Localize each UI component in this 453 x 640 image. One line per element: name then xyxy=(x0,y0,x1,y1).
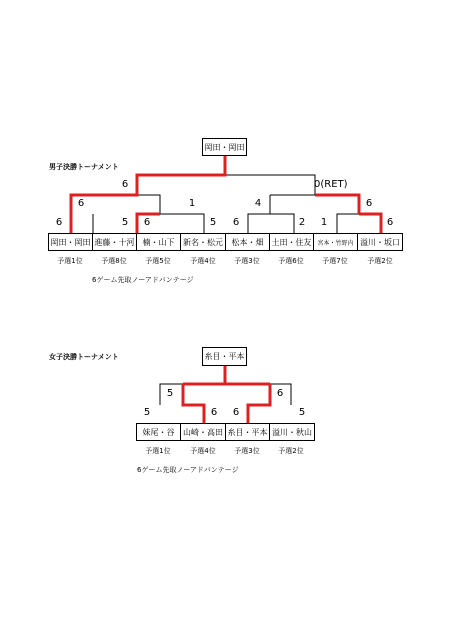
men-player-box-5: 松本・畑 xyxy=(225,233,270,251)
men-player-box-1: 岡田・岡田 xyxy=(48,233,93,251)
men-r2-score-1: 6 xyxy=(77,198,85,209)
men-r1-score-3: 6 xyxy=(143,217,151,228)
women-seed-2: 予選4位 xyxy=(190,447,216,455)
women-seed-1: 予選1位 xyxy=(145,447,171,455)
men-seed-7: 予選7位 xyxy=(322,257,348,265)
men-r2-score-2: 1 xyxy=(188,198,196,209)
men-sf1-right-line xyxy=(93,195,160,214)
women-r1-score-1: 5 xyxy=(143,407,151,418)
women-final-win-line xyxy=(225,366,270,384)
men-qf3-right-line xyxy=(270,214,294,235)
men-seed-1: 予選1位 xyxy=(57,257,83,265)
women-r1-score-4: 5 xyxy=(298,407,306,418)
men-final-right-line xyxy=(225,175,315,195)
men-champion-box: 岡田・岡田 xyxy=(202,138,247,156)
women-player-box-4: 溢川・秋山 xyxy=(269,423,315,441)
men-rule-note: 6ゲーム先取ノーアドバンテージ xyxy=(92,276,194,284)
men-r1-score-8: 6 xyxy=(386,217,394,228)
men-qf3-left-line xyxy=(248,214,270,235)
women-title: 女子決勝トーナメント xyxy=(49,353,119,361)
men-seed-8: 予選2位 xyxy=(367,257,393,265)
men-final-score-left: 6 xyxy=(121,179,129,190)
women-seed-4: 予選2位 xyxy=(278,447,304,455)
women-r1-score-3: 6 xyxy=(232,407,240,418)
women-r1-score-2: 6 xyxy=(210,407,218,418)
men-r1-score-4: 5 xyxy=(209,217,217,228)
women-seed-3: 予選3位 xyxy=(234,447,260,455)
men-r1-score-7: 1 xyxy=(320,217,328,228)
men-player-box-2: 進藤・十河 xyxy=(92,233,137,251)
women-sf2-win-line xyxy=(248,384,270,424)
men-sf2-win-line xyxy=(315,195,359,214)
men-player-box-7: 宮本・竹野内 xyxy=(313,233,358,251)
men-qf2-right-line xyxy=(160,214,204,235)
men-seed-6: 予選6位 xyxy=(278,257,304,265)
women-sf1-win-line xyxy=(183,384,204,424)
men-player-box-8: 溢川・坂口 xyxy=(357,233,403,251)
men-r2-score-3: 4 xyxy=(254,198,262,209)
men-seed-4: 予選4位 xyxy=(190,257,216,265)
women-champion-box: 糸目・平本 xyxy=(202,347,247,366)
men-r1-score-2: 5 xyxy=(121,217,129,228)
men-seed-2: 予選8位 xyxy=(101,257,127,265)
women-player-box-3: 糸目・平本 xyxy=(225,423,270,441)
men-r1-score-5: 6 xyxy=(232,217,240,228)
men-qf4-left-line xyxy=(337,214,359,235)
men-seed-5: 予選3位 xyxy=(234,257,260,265)
women-final-score-right: 6 xyxy=(276,388,284,399)
men-player-box-3: 楠・山下 xyxy=(136,233,181,251)
men-r1-score-1: 6 xyxy=(55,217,63,228)
women-player-box-1: 妹尾・谷 xyxy=(136,423,181,441)
men-seed-3: 予選5位 xyxy=(145,257,171,265)
men-title: 男子決勝トーナメント xyxy=(49,163,119,171)
women-player-box-2: 山崎・高田 xyxy=(180,423,226,441)
men-qf4-win-line xyxy=(359,214,381,235)
men-player-box-6: 土田・住友 xyxy=(269,233,314,251)
women-final-score-left: 5 xyxy=(166,388,174,399)
women-rule-note: 6ゲーム先取ノーアドバンテージ xyxy=(137,466,239,474)
men-r1-score-6: 2 xyxy=(298,217,306,228)
men-player-box-4: 新名・松元 xyxy=(180,233,226,251)
men-r2-score-4: 6 xyxy=(365,198,373,209)
men-final-score-right: 0(RET) xyxy=(314,179,348,190)
